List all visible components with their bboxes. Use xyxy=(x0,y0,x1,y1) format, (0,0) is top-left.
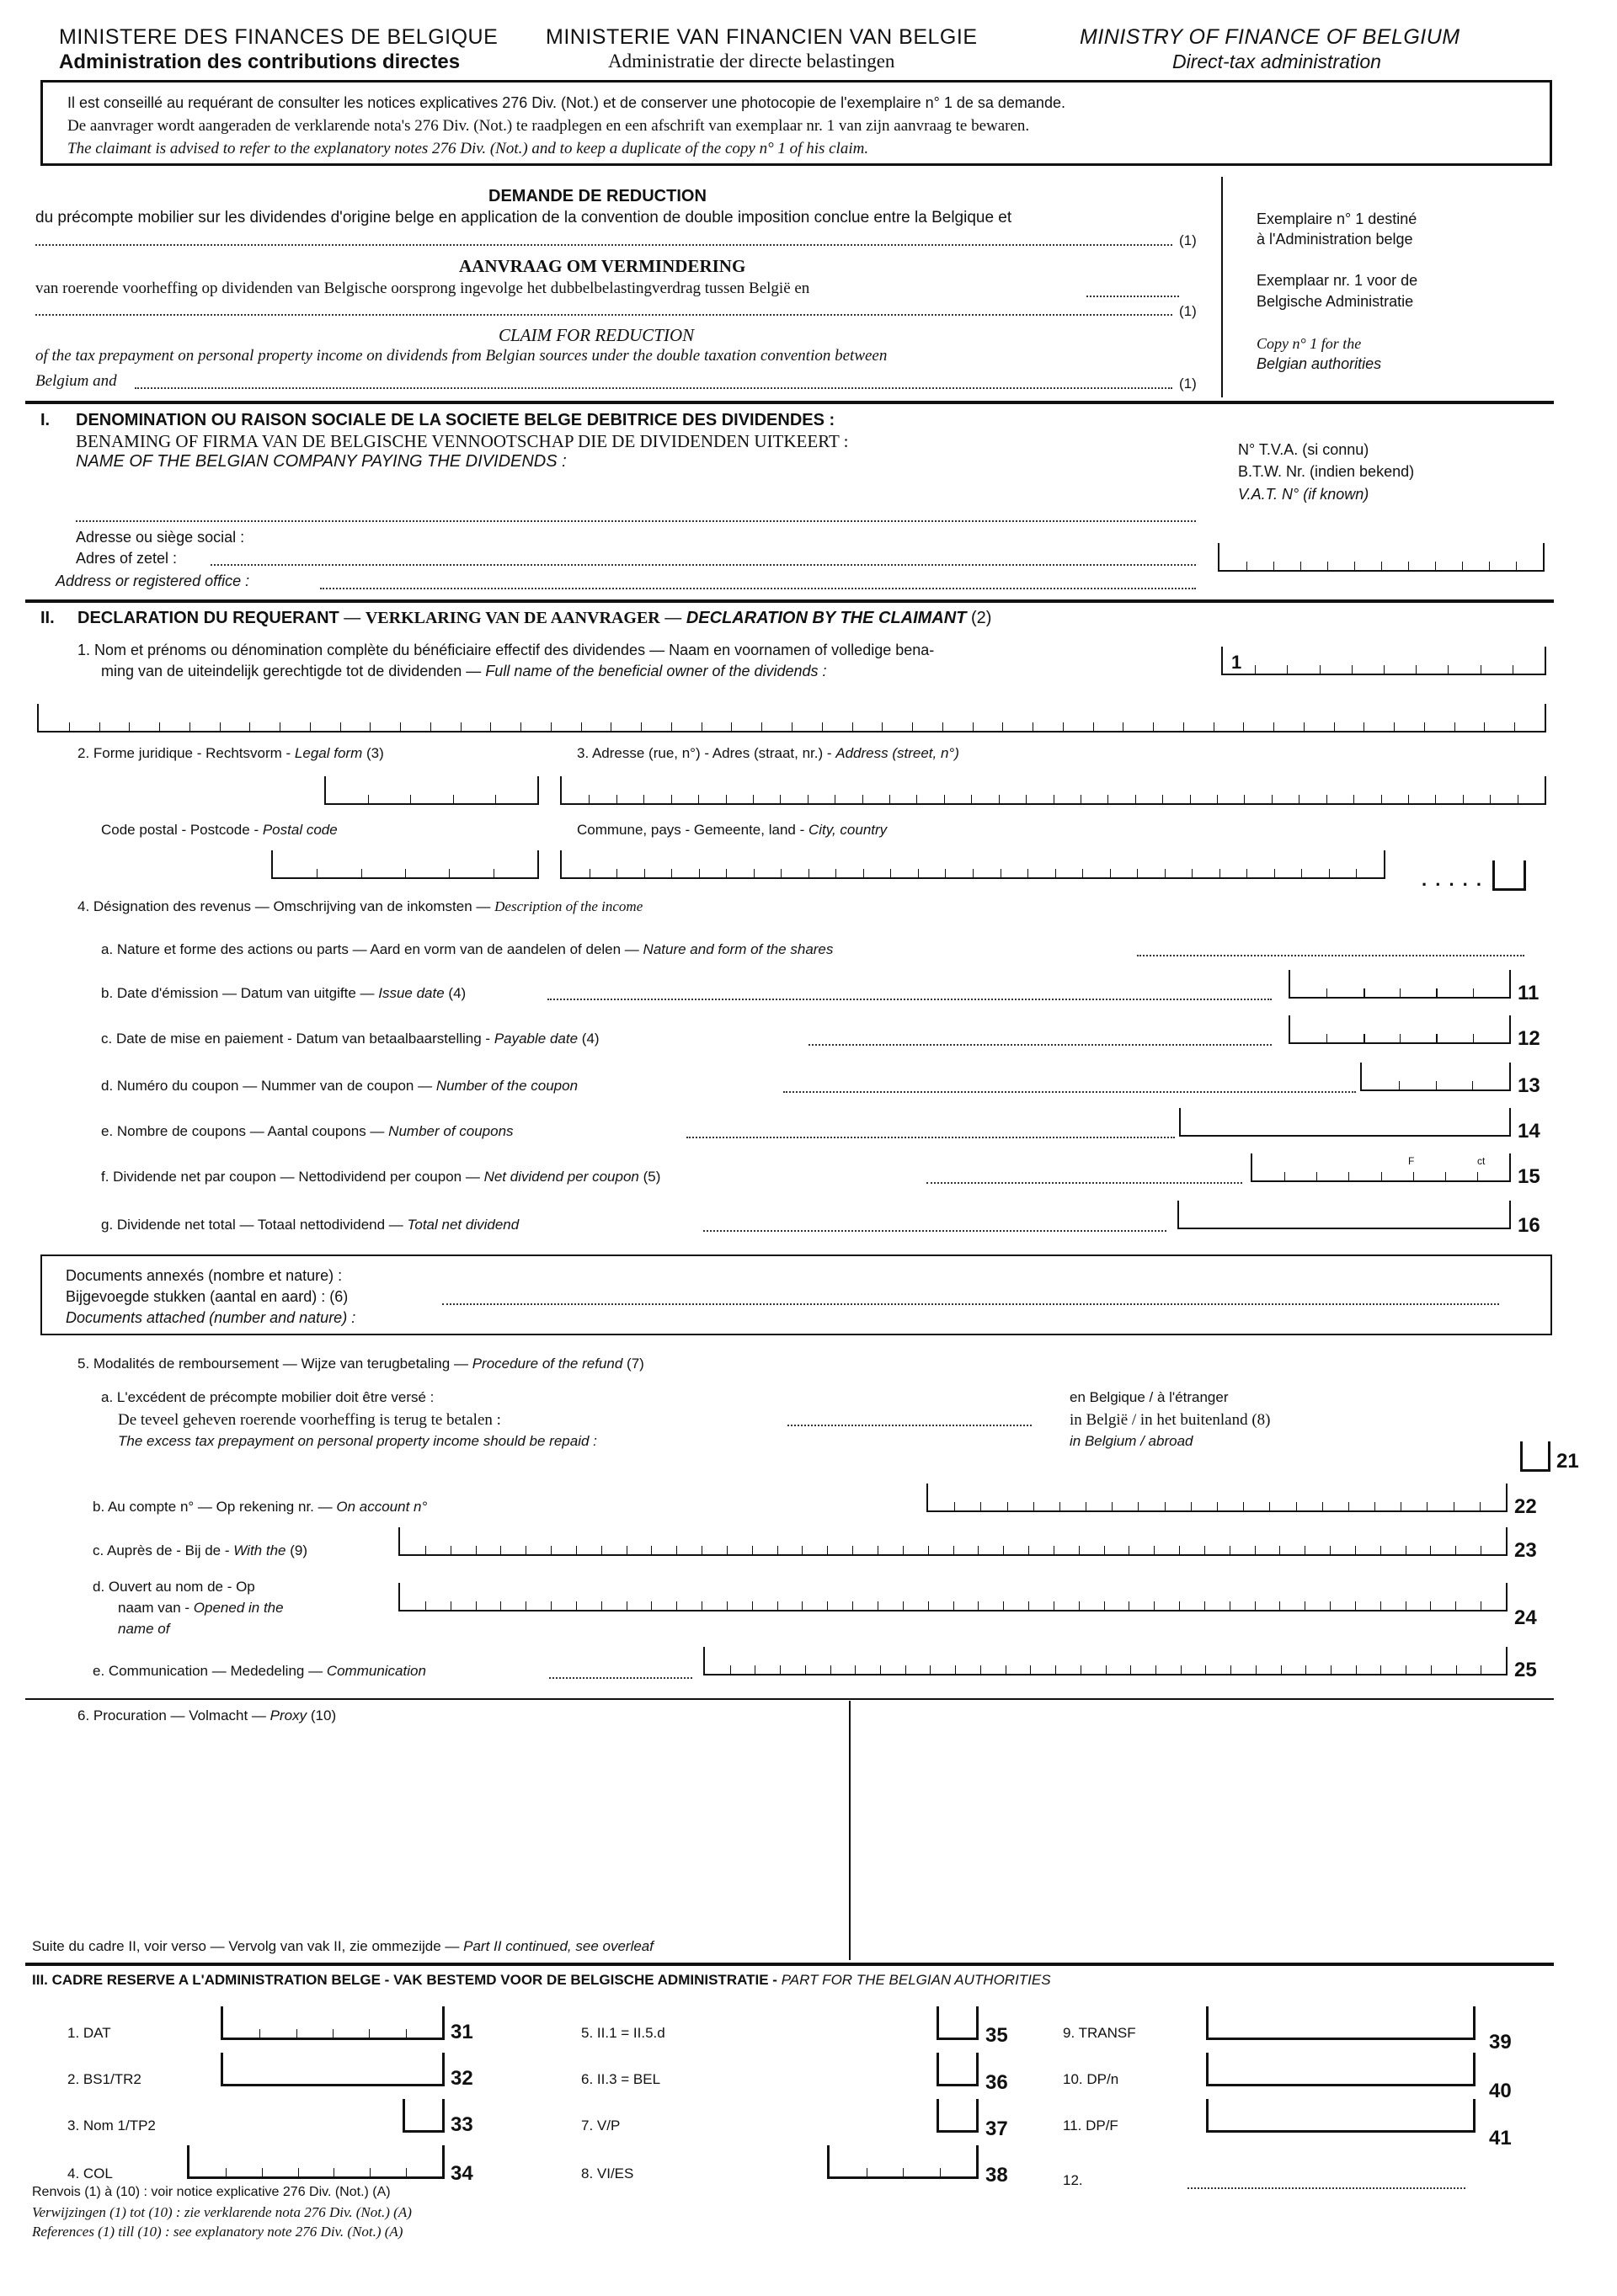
item4-label-fr: 4. Désignation des revenus — Omschrijving van de inkomsten — xyxy=(77,898,491,914)
city-label xyxy=(577,822,887,839)
item4g-label-en: Total net dividend xyxy=(407,1217,520,1233)
refund-e-label xyxy=(93,1663,426,1680)
section3-title-en: PART FOR THE BELGIAN AUTHORITIES xyxy=(781,1972,1051,1988)
admin-box-36[interactable] xyxy=(937,2053,979,2086)
code-40: 40 xyxy=(1489,2080,1512,2102)
beneficiary-name-box-1[interactable] xyxy=(1221,647,1546,675)
section2-sep-2: — xyxy=(664,609,682,627)
code-16: 16 xyxy=(1518,1214,1540,1237)
admin-box-31[interactable] xyxy=(221,2006,445,2040)
refund-e-label-en: Communication xyxy=(326,1663,426,1679)
address-line-2[interactable] xyxy=(320,588,1196,589)
refund-where-en: in Belgium / abroad xyxy=(1070,1433,1193,1449)
refund-where-nl: in België / in het buitenland (8) xyxy=(1070,1411,1271,1429)
section2-title-ref: (2) xyxy=(971,609,992,627)
code-35: 35 xyxy=(985,2024,1008,2047)
code-39: 39 xyxy=(1489,2031,1512,2054)
claim-text-en2: Belgium and xyxy=(35,372,117,390)
refund-c-label-en: With the xyxy=(233,1542,286,1558)
vat-label-nl: B.T.W. Nr. (indien bekend) xyxy=(1238,463,1415,480)
admin-nl: Administratie der directe belastingen xyxy=(608,51,895,72)
admin-label-4: 4. COL xyxy=(67,2165,113,2181)
proxy-label xyxy=(77,1707,336,1724)
code-38: 38 xyxy=(985,2164,1008,2187)
refund-c-label-fr: c. Auprès de - Bij de - xyxy=(93,1542,230,1558)
continued-label-fr: Suite du cadre II, voir verso — Vervolg van vak II, zie ommezijde — xyxy=(32,1938,460,1954)
admin-box-39[interactable] xyxy=(1206,2006,1476,2040)
address-label-nl: Adres of zetel : xyxy=(76,550,178,567)
admin-label-2: 2. BS1/TR2 xyxy=(67,2071,141,2087)
section2-title-fr: DECLARATION DU REQUERANT xyxy=(77,609,339,627)
footer-references-nl: Verwijzingen (1) tot (10) : zie verklarende nota 276 Div. (Not.) (A) xyxy=(32,2204,412,2220)
refund-d-label-1: d. Ouvert au nom de - Op xyxy=(93,1579,255,1595)
documents-label-fr: Documents annexés (nombre et nature) : xyxy=(66,1267,343,1284)
claim-ref-fr: (1) xyxy=(1179,232,1197,248)
section1-title-en: NAME OF THE BELGIAN COMPANY PAYING THE DIVIDENDS : xyxy=(76,452,567,471)
section3-title xyxy=(32,1972,1051,1989)
item1-label-line2: ming van de uiteindelijk gerechtigde tot de dividenden — Full name of the beneficial owner of the dividends : xyxy=(101,663,827,679)
documents-line[interactable] xyxy=(442,1303,1499,1305)
claim-country-line-fr[interactable] xyxy=(35,244,1172,246)
code-31: 31 xyxy=(451,2021,473,2043)
item4a-label xyxy=(101,941,833,958)
admin-label-6: 6. II.3 = BEL xyxy=(581,2071,661,2087)
refund-a-fr: a. L'excédent de précompte mobilier doit être versé : xyxy=(101,1389,435,1405)
code-41: 41 xyxy=(1489,2127,1512,2150)
unit-centimes: ct xyxy=(1477,1155,1486,1167)
section1-number: I. xyxy=(40,411,51,429)
issue-date-box[interactable] xyxy=(1289,970,1511,999)
refund-d-label-en1: Opened in the xyxy=(193,1600,284,1616)
notice-nl: De aanvrager wordt aangeraden de verklarende nota's 276 Div. (Not.) te raadplegen en een afschrift van exemplaar nr. 1 van zijn aanvraag te bewaren. xyxy=(67,117,1030,135)
admin-box-37[interactable] xyxy=(937,2099,979,2133)
claim-text-fr: du précompte mobilier sur les dividendes d'origine belge en application de la convention de double imposition conclue entre la Belgique et xyxy=(35,209,1012,226)
footer-references-fr: Renvois (1) à (10) : voir notice explicative 276 Div. (Not.) (A) xyxy=(32,2185,391,2199)
refund-title xyxy=(77,1356,644,1372)
item4b-label-en: Issue date xyxy=(378,985,445,1001)
claim-text-en: of the tax prepayment on personal property income on dividends from Belgian sources under the double taxation convention between xyxy=(35,347,888,365)
postal-code-label-fr: Code postal - Postcode - xyxy=(101,822,259,838)
admin-label-5: 5. II.1 = II.5.d xyxy=(581,2025,665,2041)
continued-label xyxy=(32,1938,654,1955)
ministry-fr: MINISTERE DES FINANCES DE BELGIQUE xyxy=(59,25,499,49)
item4a-label-en: Nature and form of the shares xyxy=(643,941,834,957)
admin-box-33[interactable] xyxy=(403,2099,445,2133)
section2-sep: — xyxy=(344,609,361,627)
admin-label-7: 7. V/P xyxy=(581,2118,621,2134)
item4e-label-fr: e. Nombre de coupons — Aantal coupons — xyxy=(101,1123,385,1139)
item4e-label-en: Number of coupons xyxy=(388,1123,514,1139)
section3-title-text: III. CADRE RESERVE A L'ADMINISTRATION BELGE - VAK BESTEMD VOOR DE BELGISCHE ADMINISTRATIE - xyxy=(32,1972,777,1988)
section2-title xyxy=(77,609,991,628)
account-holder-box[interactable] xyxy=(398,1583,1508,1611)
item4b-label-ref: (4) xyxy=(448,985,467,1001)
section2-number: II. xyxy=(40,609,55,627)
payable-date-box[interactable] xyxy=(1289,1015,1511,1044)
item4f-label-en: Net dividend per coupon xyxy=(483,1169,639,1185)
item3-label xyxy=(577,745,959,762)
admin-box-35[interactable] xyxy=(937,2006,979,2040)
admin-label-11: 11. DP/F xyxy=(1063,2118,1118,2134)
item4c-label-fr: c. Date de mise en paiement - Datum van betaalbaarstelling - xyxy=(101,1031,491,1047)
coupon-count-box[interactable] xyxy=(1179,1108,1511,1137)
code-22: 22 xyxy=(1514,1495,1537,1518)
refund-a-nl: De teveel geheven roerende voorheffing is terug te betalen : xyxy=(118,1411,501,1429)
shares-nature-line[interactable] xyxy=(1137,955,1524,956)
code-13: 13 xyxy=(1518,1074,1540,1097)
admin-fr: Administration des contributions directes xyxy=(59,51,461,73)
admin-label-1: 1. DAT xyxy=(67,2025,111,2041)
code-14: 14 xyxy=(1518,1120,1540,1143)
item4f-label-fr: f. Dividende net par coupon — Nettodividend per coupon — xyxy=(101,1169,480,1185)
item4e-label xyxy=(101,1123,514,1140)
claim-text-nl: van roerende voorheffing op dividenden van Belgische oorsprong ingevolge het dubbelbelastingverdrag tussen België en xyxy=(35,280,810,297)
city-label-en: City, country xyxy=(808,822,888,838)
copy-label-fr: Exemplaire n° 1 destiné xyxy=(1257,210,1417,227)
item4a-label-fr: a. Nature et forme des actions ou parts — Aard en vorm van de aandelen of delen — xyxy=(101,941,639,957)
company-name-line[interactable] xyxy=(76,520,1196,522)
admin-box-38[interactable] xyxy=(827,2145,979,2179)
proxy-label-fr: 6. Procuration — Volmacht — xyxy=(77,1707,266,1723)
claim-divider xyxy=(1221,177,1223,397)
address-label-fr: Adresse ou siège social : xyxy=(76,529,245,546)
admin-label-12: 12. xyxy=(1063,2172,1083,2188)
item2-label-en: Legal form xyxy=(294,745,363,761)
refund-d-label-3: name of xyxy=(118,1621,170,1637)
copy-label-en: Copy n° 1 for the xyxy=(1257,335,1362,352)
refund-c-label xyxy=(93,1542,307,1559)
code-21: 21 xyxy=(1556,1450,1579,1473)
dots-marker: . . . . . xyxy=(1422,869,1484,890)
dividend-per-coupon-box[interactable] xyxy=(1251,1153,1511,1182)
item4b-label xyxy=(101,985,466,1002)
street-address-box[interactable] xyxy=(560,776,1546,805)
postal-code-box[interactable] xyxy=(271,850,539,879)
code-12: 12 xyxy=(1518,1027,1540,1050)
item4c-label-en: Payable date xyxy=(494,1031,579,1047)
item1-label-nl: ming van de uiteindelijk gerechtigde tot de dividenden xyxy=(101,663,462,679)
item2-label-ref: (3) xyxy=(366,745,384,761)
claim-title-en: CLAIM FOR REDUCTION xyxy=(499,325,695,345)
item4d-label-en: Number of the coupon xyxy=(435,1078,579,1094)
refund-title-fr: 5. Modalités de remboursement — Wijze van terugbetaling — xyxy=(77,1356,468,1372)
code-34: 34 xyxy=(451,2162,473,2185)
proxy-label-ref: (10) xyxy=(310,1707,337,1723)
section2-title-en: DECLARATION BY THE CLAIMANT xyxy=(686,609,967,627)
admin-box-41[interactable] xyxy=(1206,2099,1476,2133)
postal-code-label-en: Postal code xyxy=(262,822,338,838)
claim-country-line-en[interactable] xyxy=(135,387,1172,389)
item4f-label-ref: (5) xyxy=(643,1169,661,1185)
code-37: 37 xyxy=(985,2118,1008,2140)
continued-label-en: Part II continued, see overleaf xyxy=(463,1938,654,1954)
code-36: 36 xyxy=(985,2071,1008,2094)
code-15: 15 xyxy=(1518,1165,1540,1188)
item2-label xyxy=(77,745,384,762)
admin-en: Direct-tax administration xyxy=(1172,51,1381,72)
total-dividend-box[interactable] xyxy=(1177,1201,1511,1229)
item1-label-en: Full name of the beneficial owner of the dividends : xyxy=(485,663,827,679)
code-33: 33 xyxy=(451,2113,473,2136)
claim-ref-en: (1) xyxy=(1179,376,1197,392)
claim-ref-nl: (1) xyxy=(1179,303,1197,319)
admin-label-9: 9. TRANSF xyxy=(1063,2025,1136,2041)
vat-label-fr: N° T.V.A. (si connu) xyxy=(1238,441,1369,458)
item3-label-en: Address (street, n°) xyxy=(835,745,959,761)
item4g-label xyxy=(101,1217,519,1233)
coupon-number-box[interactable] xyxy=(1360,1063,1511,1091)
refund-b-label xyxy=(93,1499,427,1516)
admin-label-10: 10. DP/n xyxy=(1063,2071,1119,2087)
refund-e-label-fr: e. Communication — Mededeling — xyxy=(93,1663,323,1679)
proxy-divider xyxy=(849,1701,851,1960)
item4d-label xyxy=(101,1078,578,1095)
copy-label-nl: Exemplaar nr. 1 voor de xyxy=(1257,272,1418,289)
admin-label-3: 3. Nom 1/TP2 xyxy=(67,2118,156,2134)
ministry-nl: MINISTERIE VAN FINANCIEN VAN BELGIE xyxy=(546,25,978,49)
legal-form-box[interactable] xyxy=(324,776,539,805)
item4-label-en: Description of the income xyxy=(494,898,643,914)
address-line-1[interactable] xyxy=(211,564,1196,566)
section1-title-fr: DENOMINATION OU RAISON SOCIALE DE LA SOCIETE BELGE DEBITRICE DES DIVIDENDES : xyxy=(76,411,835,429)
notice-fr: Il est conseillé au requérant de consulter les notices explicatives 276 Div. (Not.) et de conserver une photocopie de l'exemplaire n° 1 de sa demande. xyxy=(67,94,1065,111)
item4c-label xyxy=(101,1031,600,1047)
code-11: 11 xyxy=(1518,982,1540,1004)
bank-name-box[interactable] xyxy=(398,1527,1508,1556)
refund-b-label-en: On account n° xyxy=(336,1499,428,1515)
footer-references-en: References (1) till (10) : see explanatory note 276 Div. (Not.) (A) xyxy=(32,2224,403,2240)
admin-box-32[interactable] xyxy=(221,2053,445,2086)
refund-d-label-2 xyxy=(118,1600,284,1617)
item2-label-fr: 2. Forme juridique - Rechtsvorm - xyxy=(77,745,291,761)
address-label-en: Address or registered office : xyxy=(56,573,250,589)
refund-a-en: The excess tax prepayment on personal property income should be repaid : xyxy=(118,1433,597,1449)
section1-title-nl: BENAMING OF FIRMA VAN DE BELGISCHE VENNOOTSCHAP DIE DE DIVIDENDEN UITKEERT : xyxy=(76,431,849,451)
code-24: 24 xyxy=(1514,1606,1537,1629)
copy-label-nl-2: Belgische Administratie xyxy=(1257,293,1414,310)
box-number-1: 1 xyxy=(1231,652,1242,673)
claim-title-fr: DEMANDE DE REDUCTION xyxy=(488,187,707,205)
item4c-label-ref: (4) xyxy=(581,1031,600,1047)
copy-label-en-2: Belgian authorities xyxy=(1257,355,1382,372)
postal-code-label xyxy=(101,822,338,839)
refund-b-label-fr: b. Au compte n° — Op rekening nr. — xyxy=(93,1499,333,1515)
refund-title-ref: (7) xyxy=(627,1356,644,1372)
item4b-label-fr: b. Date d'émission — Datum van uitgifte — xyxy=(101,985,375,1001)
admin-label-8: 8. VI/ES xyxy=(581,2165,634,2181)
refund-where-fr: en Belgique / à l'étranger xyxy=(1070,1389,1229,1405)
refund-destination-line[interactable] xyxy=(787,1425,1032,1426)
code-23: 23 xyxy=(1514,1539,1537,1562)
communication-box[interactable] xyxy=(703,1647,1508,1675)
item1-label-line1: 1. Nom et prénoms ou dénomination complète du bénéficiaire effectif des dividendes — Naam en voornamen of volledige bena- xyxy=(77,642,935,658)
city-country-box[interactable] xyxy=(560,850,1385,879)
item4g-label-fr: g. Dividende net total — Totaal nettodividend — xyxy=(101,1217,403,1233)
code-25: 25 xyxy=(1514,1659,1537,1681)
vat-number-box[interactable] xyxy=(1218,543,1545,572)
account-number-box[interactable] xyxy=(926,1484,1508,1512)
item4-label xyxy=(77,898,643,915)
claim-title-nl: AANVRAAG OM VERMINDERING xyxy=(459,256,746,276)
documents-label-nl: Bijgevoegde stukken (aantal en aard) : (6) xyxy=(66,1288,349,1305)
notice-en: The claimant is advised to refer to the explanatory notes 276 Div. (Not.) and to keep a duplicate of the copy n° 1 of his claim. xyxy=(67,140,869,157)
marker-box[interactable] xyxy=(1492,860,1526,891)
vat-label-en: V.A.T. N° (if known) xyxy=(1238,486,1369,503)
city-label-fr: Commune, pays - Gemeente, land - xyxy=(577,822,805,838)
beneficiary-name-box-2[interactable] xyxy=(37,704,1546,732)
refund-title-en: Procedure of the refund xyxy=(472,1356,623,1372)
item4f-label xyxy=(101,1169,660,1185)
documents-label-en: Documents attached (number and nature) : xyxy=(66,1309,356,1326)
claim-country-line-nl[interactable] xyxy=(35,314,1172,316)
admin-box-40[interactable] xyxy=(1206,2053,1476,2086)
unit-francs: F xyxy=(1408,1155,1415,1167)
item3-label-fr: 3. Adresse (rue, n°) - Adres (straat, nr.) - xyxy=(577,745,832,761)
admin-box-34[interactable] xyxy=(187,2145,445,2179)
refund-d-label-fr2: naam van - xyxy=(118,1600,190,1616)
code-32: 32 xyxy=(451,2067,473,2090)
proxy-label-en: Proxy xyxy=(270,1707,307,1723)
item4d-label-fr: d. Numéro du coupon — Nummer van de coupon — xyxy=(101,1078,433,1094)
copy-label-fr-2: à l'Administration belge xyxy=(1257,231,1413,248)
admin-line-12[interactable] xyxy=(1187,2187,1465,2189)
ministry-en: MINISTRY OF FINANCE OF BELGIUM xyxy=(1080,25,1460,49)
refund-location-box[interactable] xyxy=(1520,1441,1550,1472)
refund-c-label-ref: (9) xyxy=(290,1542,307,1558)
section2-title-nl: VERKLARING VAN DE AANVRAGER xyxy=(365,609,660,627)
